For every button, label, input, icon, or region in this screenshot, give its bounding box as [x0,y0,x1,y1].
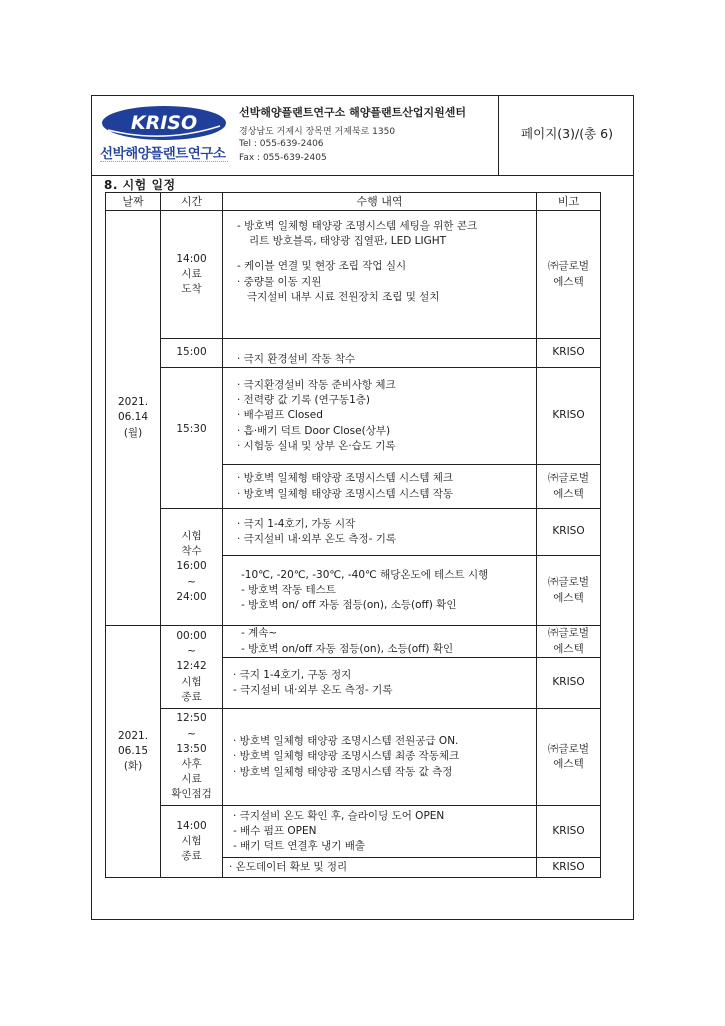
time-line: 12:42 [176,660,207,673]
time-line: 13:50 [176,742,207,755]
work-line: - 계속~ [241,627,278,640]
note-cell [537,509,601,556]
time-line: 24:00 [176,590,207,603]
work-line: - 방호벽 on/ off 자동 점등(on), 소등(off) 확인 [241,599,457,612]
work-line: · 방호벽 일체형 태양광 조명시스템 전원공급 ON. [233,735,459,748]
time-line: 확인점검 [171,788,212,801]
logo-text: KRISO [130,112,198,134]
logo-subtitle: 선박해양플랜트연구소 [100,146,226,162]
time-line: 12:50 [176,712,207,725]
work-cell [223,368,537,465]
work-line: · 극지 1-4호기, 가동 시작 [237,517,356,530]
time-line: 15:00 [176,346,207,359]
header-note: 비고 [537,193,601,211]
note-line: 에스텍 [553,487,584,500]
table-row [106,626,601,658]
note-cell [537,658,601,709]
time-line: 15:30 [176,423,207,435]
header-time: 시간 [161,193,223,211]
work-line: - 방호벽 on/off 자동 점등(on), 소등(off) 확인 [241,642,454,655]
work-line: · 극지설비 온도 확인 후, 슬라이딩 도어 OPEN [233,809,445,822]
table-row [106,211,601,339]
table-row [106,339,601,368]
work-line: - 케이블 연결 및 현장 조립 작업 실시 [237,260,407,273]
telephone: Tel : 055-639-2406 [239,139,324,149]
note-line: KRISO [552,409,585,422]
spacer [237,249,536,259]
date-line: (화) [123,760,143,773]
work-cell [223,709,537,806]
work-cell [223,626,537,658]
time-cell [161,709,223,806]
note-line: ㈜글로벌 [548,742,589,755]
work-cell [223,211,537,339]
work-line: · 극지설비 내·외부 온도 측정- 기록 [237,533,397,545]
time-line: 시료 [181,773,202,786]
org-title: 선박해양플랜트연구소 해양플랜트산업지원센터 [239,106,466,119]
work-line: · 극지 1-4호기, 구동 정지 [233,668,352,681]
note-cell [537,709,601,806]
table-row [106,806,601,858]
work-line: 극지설비 내부 시료 전원장치 조립 및 설치 [247,290,440,303]
time-line: 시험 [181,675,202,688]
work-line: · 전력량 값 기록 (연구동1층) [237,394,370,407]
time-line: 16:00 [176,560,207,573]
time-line: 종료 [181,850,202,863]
work-line: · 시험동 실내 및 상부 온·습도 기록 [237,439,396,452]
work-line: - 배수 펌프 OPEN [233,824,317,837]
time-cell [161,626,223,709]
work-line: · 방호벽 일체형 태양광 조명시스템 시스템 체크 [237,472,454,485]
date-cell [106,626,161,878]
work-line: · 흡·배기 덕트 Door Close(상부) [237,424,391,437]
time-cell [161,368,223,509]
date-line: 2021. [117,396,149,409]
work-line: - 배기 덕트 연결후 냉기 배출 [233,840,366,853]
kriso-logo [100,104,228,142]
date-cell [106,211,161,626]
time-line: 시험 [181,834,202,847]
date-line: (월) [123,426,143,439]
fax: Fax : 055-639-2405 [239,153,327,163]
page-label: 페이지(3)/(총 6) [521,126,613,141]
time-cell [161,211,223,339]
note-cell [537,858,601,878]
time-line: ~ [187,645,196,658]
schedule-table [105,192,601,878]
work-line: · 방호벽 일체형 태양광 조명시스템 작동 값 측정 [233,765,453,778]
note-line: KRISO [552,676,585,689]
note-line: 에스텍 [553,591,584,604]
note-line: 에스텍 [553,642,584,655]
work-line: · 방호벽 일체형 태양광 조명시스템 최종 작동체크 [233,750,460,763]
note-line: ㈜글로벌 [548,472,589,485]
date-line: 06.15 [117,744,149,757]
note-line: KRISO [552,525,585,538]
time-line: 14:00 [176,819,207,832]
work-cell [223,339,537,368]
logo-tagline-line [100,161,228,165]
time-line: 14:00 [176,252,207,265]
table-row [106,509,601,556]
table-row [106,709,601,806]
time-line: 종료 [181,690,202,703]
time-cell [161,806,223,878]
time-line: 착수 [181,545,202,558]
note-line: KRISO [552,860,585,873]
work-cell [223,806,537,858]
work-line: · 온도데이터 확보 및 정리 [229,860,348,873]
time-line: ~ [187,575,196,588]
note-line: ㈜글로벌 [548,576,589,589]
note-cell [537,339,601,368]
work-line: - 방호벽 작동 테스트 [241,583,336,596]
time-line: 시료 [181,267,202,280]
work-line: -10℃, -20℃, -30℃, -40℃ 해당온도에 테스트 시행 [241,568,489,581]
work-line: · 중량물 이동 지원 [237,275,322,288]
work-cell [223,556,537,626]
note-cell [537,626,601,658]
work-line: · 극지 환경설비 작동 착수 [237,352,356,365]
note-cell [537,465,601,509]
date-line: 06.14 [117,411,149,424]
work-cell [223,509,537,556]
table-row [106,368,601,465]
note-cell [537,368,601,465]
work-line: 리트 방호블록, 태양광 집열판, LED LIGHT [249,235,447,248]
header-vertical-divider [498,95,499,175]
note-cell [537,556,601,626]
time-line: ~ [187,727,196,740]
note-cell [537,211,601,339]
note-line: KRISO [552,346,585,359]
address: 경상남도 거제시 장목면 거제북로 1350 [239,127,396,137]
work-cell [223,658,537,709]
work-cell [223,858,537,878]
work-line: · 배수펌프 Closed [237,409,323,422]
table-header-row [106,193,601,211]
header-work: 수행 내역 [223,193,537,211]
time-line: 사후 [181,758,202,770]
header-date: 날짜 [106,193,161,211]
section-title: 8. 시험 일정 [104,178,176,192]
note-line: 에스텍 [553,275,584,288]
work-cell [223,465,537,509]
time-line: 시험 [181,529,202,542]
work-line: - 방호벽 일체형 태양광 조명시스템 세팅을 위한 콘크 [237,220,478,232]
note-line: KRISO [552,824,585,837]
time-line: 00:00 [176,629,207,642]
note-cell [537,806,601,858]
date-line: 2021. [117,729,149,742]
time-cell [161,339,223,368]
note-line: ㈜글로벌 [548,627,589,640]
time-line: 도착 [181,283,202,296]
note-line: ㈜글로벌 [548,260,589,273]
work-line: · 극지환경설비 작동 준비사항 체크 [237,378,396,391]
time-cell [161,509,223,626]
note-line: 에스텍 [553,758,584,770]
work-line: - 극지설비 내·외부 온도 측정- 기록 [233,684,393,696]
work-line: · 방호벽 일체형 태양광 조명시스템 시스템 작동 [237,487,454,500]
